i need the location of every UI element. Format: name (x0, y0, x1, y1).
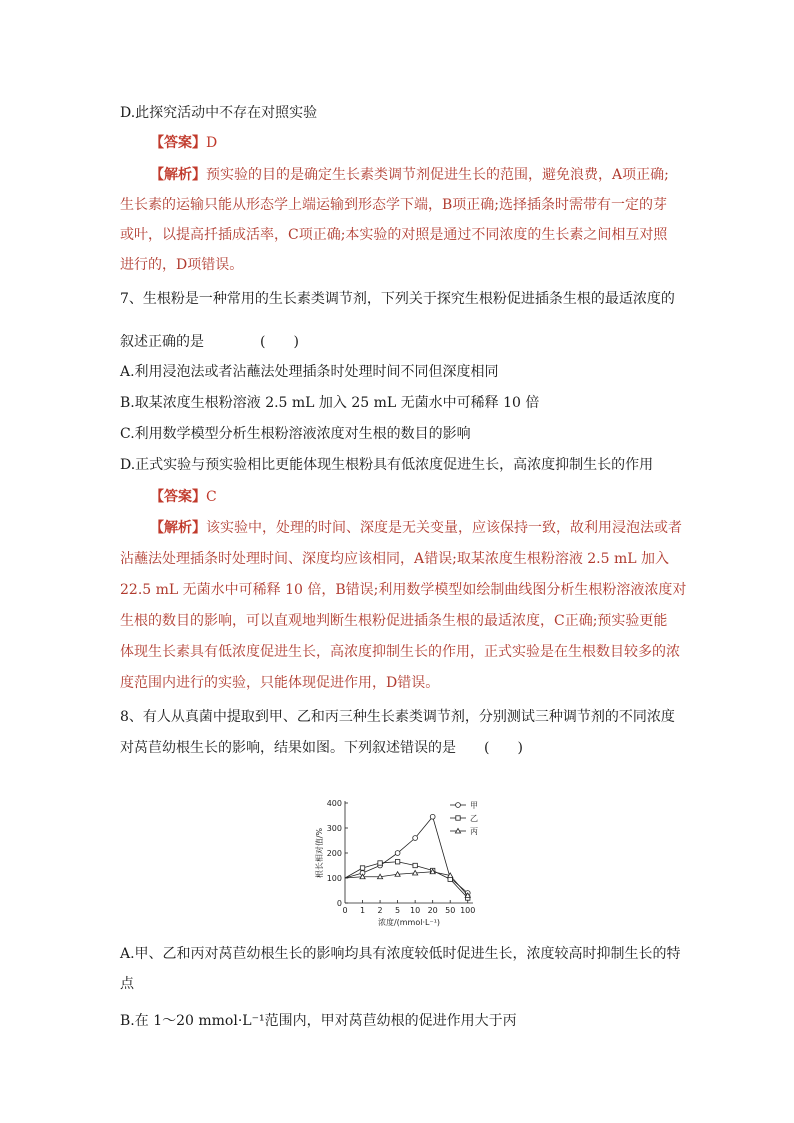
line-text: 体现生长素具有低浓度促进生长，高浓度抑制生长的作用，正式实验是在生根数目较多的浓 (120, 644, 680, 660)
line-text: 该实验中，处理的时间、深度是无关变量，应该保持一致，故利用浸泡法或者 (206, 520, 682, 536)
line-text: D (206, 135, 218, 151)
answer-line (150, 518, 682, 538)
text-line (120, 424, 471, 444)
line-text: D.正式实验与预实验相比更能体现生根粉具有低浓度促进生长，高浓度抑制生长的作用 (120, 457, 654, 473)
line-text: B.在 1～20 mmol·L⁻¹范围内，甲对莴苣幼根的促进作用大于丙 (120, 1013, 517, 1029)
section-tag: 【解析】 (150, 167, 206, 183)
line-text: 生长素的运输只能从形态学上端运输到形态学下端，B项正确;选择插条时需带有一定的芽 (120, 197, 668, 213)
x-tick-label: 100 (460, 906, 476, 915)
line-text: A.利用浸泡法或者沾蘸法处理插条时处理时间不同但深度相同 (120, 364, 499, 380)
answer-line (150, 165, 669, 185)
legend-marker (456, 803, 461, 808)
line-text: 生根的数目的影响，可以直观地判断生根粉促进插条生根的最适浓度，C正确;预实验更能 (120, 613, 668, 629)
data-point (378, 861, 382, 865)
text-line (120, 225, 667, 245)
text-line (120, 944, 681, 964)
section-tag: 【答案】 (150, 489, 206, 505)
data-point (430, 814, 435, 819)
section-tag: 【解析】 (150, 520, 206, 536)
x-tick-label: 20 (427, 906, 438, 915)
x-tick-label: 2 (377, 906, 383, 915)
line-text: 预实验的目的是确定生长素类调节剂促进生长的范围，避免浪费，A项正确; (206, 167, 669, 183)
text-line (120, 707, 675, 727)
x-tick-label: 0 (342, 906, 348, 915)
text-line (120, 455, 653, 475)
line-text: 沾蘸法处理插条时处理时间、深度均应该相同，A错误;取某浓度生根粉溶液 2.5 mL 加入 (120, 551, 670, 567)
x-tick-label: 5 (395, 906, 401, 915)
text-line (120, 642, 680, 662)
answer-line (150, 133, 217, 153)
text-line (120, 580, 686, 600)
line-text: 对莴苣幼根生长的影响，结果如图。下列叙述错误的是 ( ) (120, 740, 523, 756)
x-tick-label: 50 (445, 906, 456, 915)
line-text: 叙述正确的是 ( ) (120, 334, 299, 350)
line-text: 进行的，D项错误。 (120, 257, 244, 273)
legend-marker (456, 816, 460, 820)
text-line (120, 195, 667, 215)
line-text: 7、生根粉是一种常用的生长素类调节剂，下列关于探究生根粉促进插条生根的最适浓度的 (120, 291, 675, 307)
text-line (120, 332, 299, 352)
text-line (120, 393, 539, 413)
line-text: A.甲、乙和丙对莴苣幼根生长的影响均具有浓度较低时促进生长，浓度较高时抑制生长的特 (120, 946, 681, 962)
text-line (120, 738, 523, 758)
data-point (413, 836, 418, 841)
data-point (395, 851, 400, 856)
legend-label: 乙 (470, 814, 478, 823)
section-tag: 【答案】 (150, 135, 206, 151)
y-tick-label: 0 (336, 899, 342, 908)
line-text: C (206, 489, 217, 505)
text-line (120, 611, 667, 631)
data-point (413, 863, 417, 867)
text-line (120, 289, 675, 309)
line-text: B.取某浓度生根粉溶液 2.5 mL 加入 25 mL 无菌水中可稀释 10 倍 (120, 395, 540, 411)
line-text: 8、有人从真菌中提取到甲、乙和丙三种生长素类调节剂，分别测试三种调节剂的不同浓度 (120, 709, 675, 725)
text-line (120, 549, 669, 569)
x-tick-label: 1 (359, 906, 366, 915)
y-tick-label: 300 (326, 824, 342, 833)
text-line (120, 103, 317, 123)
text-line (120, 673, 439, 693)
y-tick-label: 100 (326, 874, 342, 883)
line-text: 度范围内进行的实验，只能体现促进作用，D错误。 (120, 675, 440, 691)
legend-label: 甲 (470, 801, 478, 810)
data-point (395, 860, 399, 864)
x-axis-label: 浓度/(mmol·L⁻¹) (377, 918, 441, 927)
text-line (120, 255, 243, 275)
data-point (360, 866, 364, 870)
text-line (120, 1011, 517, 1031)
y-tick-label: 200 (326, 849, 342, 858)
x-tick-label: 10 (410, 906, 421, 915)
legend-label: 丙 (470, 827, 478, 836)
line-text: D.此探究活动中不存在对照实验 (120, 105, 318, 121)
line-text: 或叶，以提高扦插成活率，C项正确;本实验的对照是通过不同浓度的生长素之间相互对照 (120, 227, 668, 243)
y-tick-label: 400 (326, 799, 342, 808)
root-length-chart (310, 795, 500, 935)
line-text: C.利用数学模型分析生根粉溶液浓度对生根的数目的影响 (120, 426, 471, 442)
line-text: 22.5 mL 无菌水中可稀释 10 倍，B错误;利用数学模型如绘制曲线图分析生根粉溶液浓度对 (120, 582, 687, 598)
line-text: 点 (120, 976, 134, 992)
text-line (120, 974, 134, 994)
y-axis-label: 根长相对值/% (315, 827, 324, 879)
answer-line (150, 487, 217, 507)
text-line (120, 362, 499, 382)
